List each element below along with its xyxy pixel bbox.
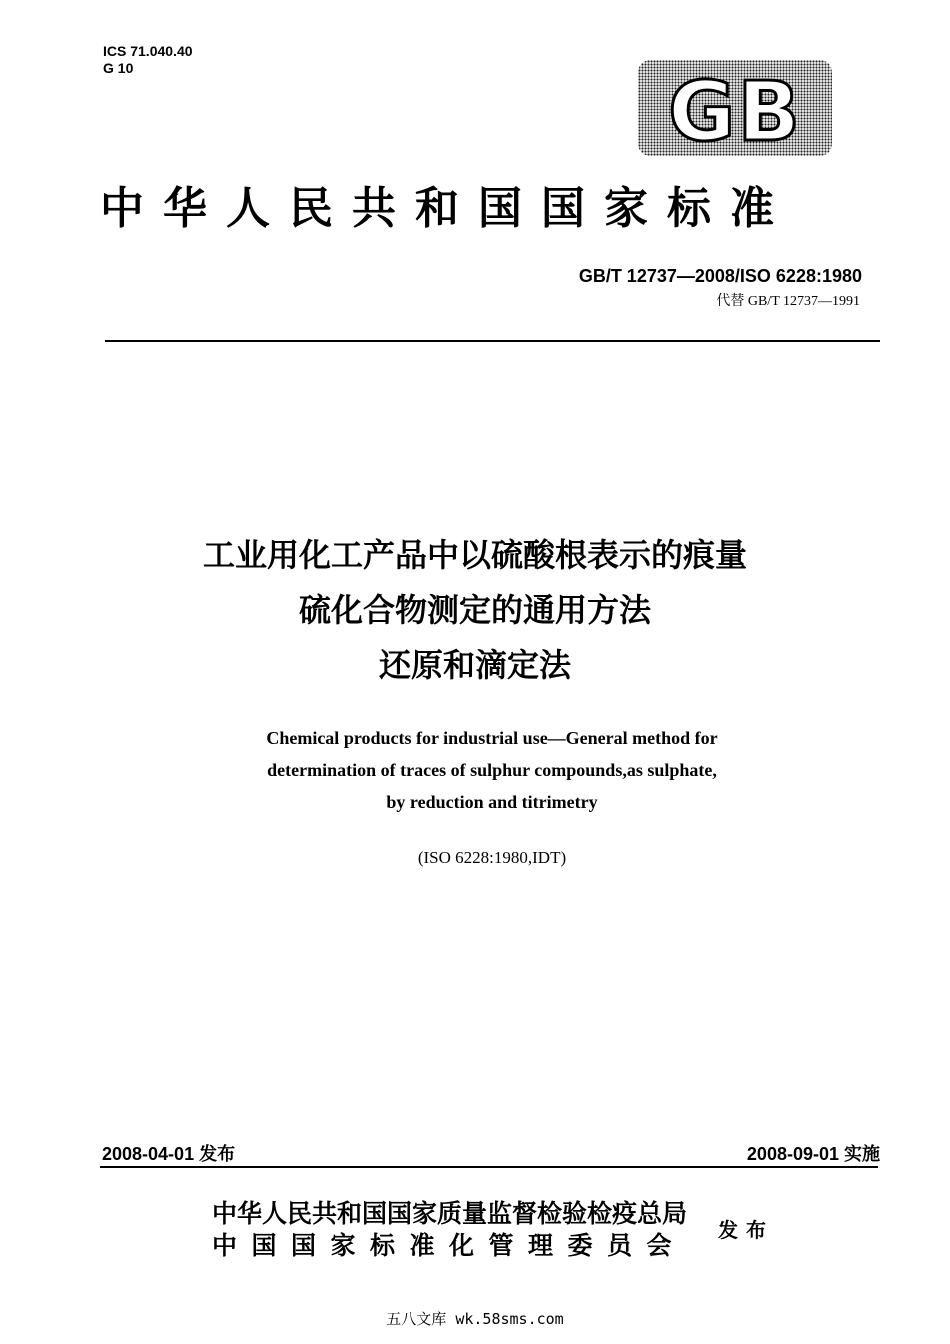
gb-logo — [638, 60, 832, 156]
publish-label: 发布 — [718, 1218, 774, 1242]
issue-date: 2008-04-01 发布 — [102, 1144, 236, 1164]
replaces-standard: 代替 GB/T 12737—1991 — [716, 294, 860, 309]
chinese-title-line: 工业用化工产品中以硫酸根表示的痕量 — [202, 536, 747, 574]
gb-logo-text: GB — [668, 65, 802, 156]
chinese-title-line: 还原和滴定法 — [378, 646, 571, 684]
implementation-date: 2008-09-01 实施 — [746, 1144, 880, 1164]
english-title-line: by reduction and titrimetry — [386, 792, 598, 812]
issuer-line: 中国国家标准化管理委员会 — [212, 1231, 687, 1260]
class-code: G 10 — [103, 60, 134, 76]
english-title — [0, 722, 950, 818]
chinese-title — [0, 528, 950, 693]
chinese-title-line: 硫化合物测定的通用方法 — [298, 591, 651, 629]
english-title-line: Chemical products for industrial use—General method for — [266, 728, 718, 748]
ics-code: ICS 71.040.40 — [103, 43, 193, 59]
gb-logo-mark — [638, 60, 832, 156]
issuer-line: 中华人民共和国国家质量监督检验检疫总局 — [212, 1199, 688, 1228]
footer-divider — [100, 1166, 878, 1168]
iso-reference: (ISO 6228:1980,IDT) — [417, 848, 567, 867]
standard-number: GB/T 12737—2008/ISO 6228:1980 — [578, 266, 862, 286]
issuing-authorities — [212, 1198, 687, 1262]
english-title-line: determination of traces of sulphur compounds,as sulphate, — [267, 760, 717, 780]
header-divider — [105, 340, 880, 342]
national-standard-title: 中华人民共和国国家标准 — [100, 183, 793, 234]
watermark-footer: 五八文库 wk.58sms.com — [386, 1310, 564, 1328]
ics-block — [103, 43, 193, 77]
